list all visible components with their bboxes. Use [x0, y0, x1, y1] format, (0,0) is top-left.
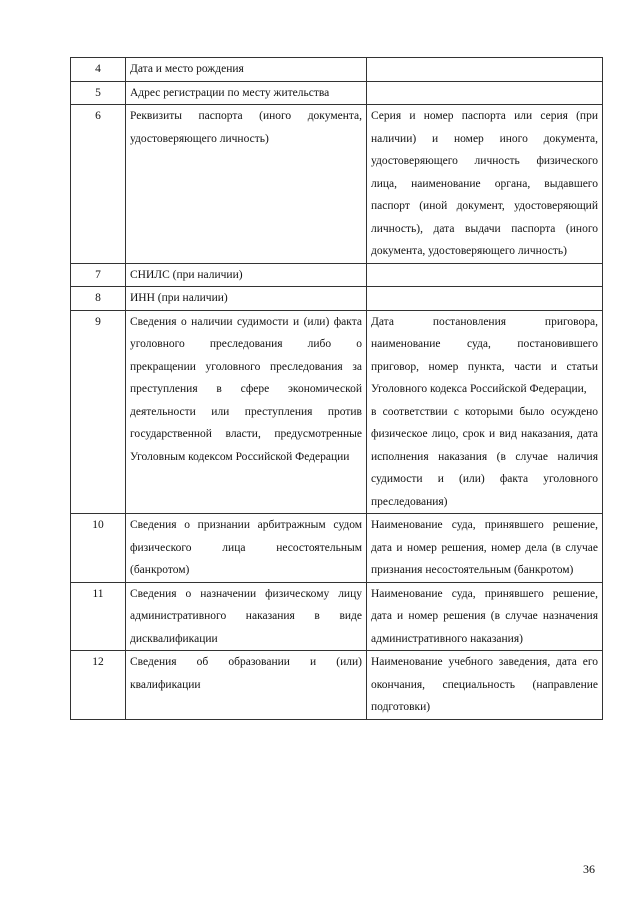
field-name: Сведения о признании арбитражным судом физического лица несостоятельным (банкротом) — [126, 514, 367, 583]
table-row — [71, 105, 603, 264]
field-description — [367, 81, 603, 105]
table-row — [71, 81, 603, 105]
data-fields-table — [70, 57, 603, 720]
page-number: 36 — [583, 862, 595, 876]
row-number: 8 — [71, 287, 126, 311]
field-description: Серия и номер паспорта или серия (при наличии) и номер иного документа, удостоверяющего личность физического лица, наименование органа, выдавшего паспорт (иной документ, удостоверяющий личность), дата выдачи паспорта (иного документа, удостоверяющего личность) — [367, 105, 603, 264]
table-row — [71, 651, 603, 720]
field-description — [367, 310, 603, 514]
field-name: СНИЛС (при наличии) — [126, 263, 367, 287]
table-row — [71, 287, 603, 311]
row-number: 6 — [71, 105, 126, 264]
field-name: Дата и место рождения — [126, 58, 367, 82]
field-description: Наименование суда, принявшего решение, дата и номер решения, номер дела (в случае признания несостоятельным (банкротом) — [367, 514, 603, 583]
field-name: Адрес регистрации по месту жительства — [126, 81, 367, 105]
table-row — [71, 582, 603, 651]
row-number: 11 — [71, 582, 126, 651]
table-row — [71, 263, 603, 287]
row-number: 9 — [71, 310, 126, 514]
field-name: ИНН (при наличии) — [126, 287, 367, 311]
row-number: 4 — [71, 58, 126, 82]
field-name: Сведения об образовании и (или) квалификации — [126, 651, 367, 720]
field-description: Наименование суда, принявшего решение, дата и номер решения (в случае назначения административного наказания) — [367, 582, 603, 651]
table-row — [71, 514, 603, 583]
field-description-part: Дата постановления приговора, наименование суда, постановившего приговор, номер пункта, части и статьи Уголовного кодекса Российской Федерации, — [371, 315, 598, 395]
field-description — [367, 58, 603, 82]
row-number: 12 — [71, 651, 126, 720]
field-description — [367, 263, 603, 287]
field-name: Сведения о наличии судимости и (или) факта уголовного преследования либо о прекращении уголовного преследования за преступления в сфере экономической деятельности или преступления против государственной власти, предусмотренные Уголовным кодексом Российской Федерации — [126, 310, 367, 514]
table-row — [71, 310, 603, 514]
field-description-part: в соответствии с которыми было осуждено физическое лицо, срок и вид наказания, дата исполнения наказания (в случае наличия судимости и (или) факта уголовного преследования) — [371, 405, 598, 508]
field-name: Реквизиты паспорта (иного документа, удостоверяющего личность) — [126, 105, 367, 264]
field-name: Сведения о назначении физическому лицу административного наказания в виде дисквалификации — [126, 582, 367, 651]
table-row — [71, 58, 603, 82]
field-description — [367, 287, 603, 311]
row-number: 10 — [71, 514, 126, 583]
row-number: 5 — [71, 81, 126, 105]
field-description: Наименование учебного заведения, дата его окончания, специальность (направление подготовки) — [367, 651, 603, 720]
row-number: 7 — [71, 263, 126, 287]
